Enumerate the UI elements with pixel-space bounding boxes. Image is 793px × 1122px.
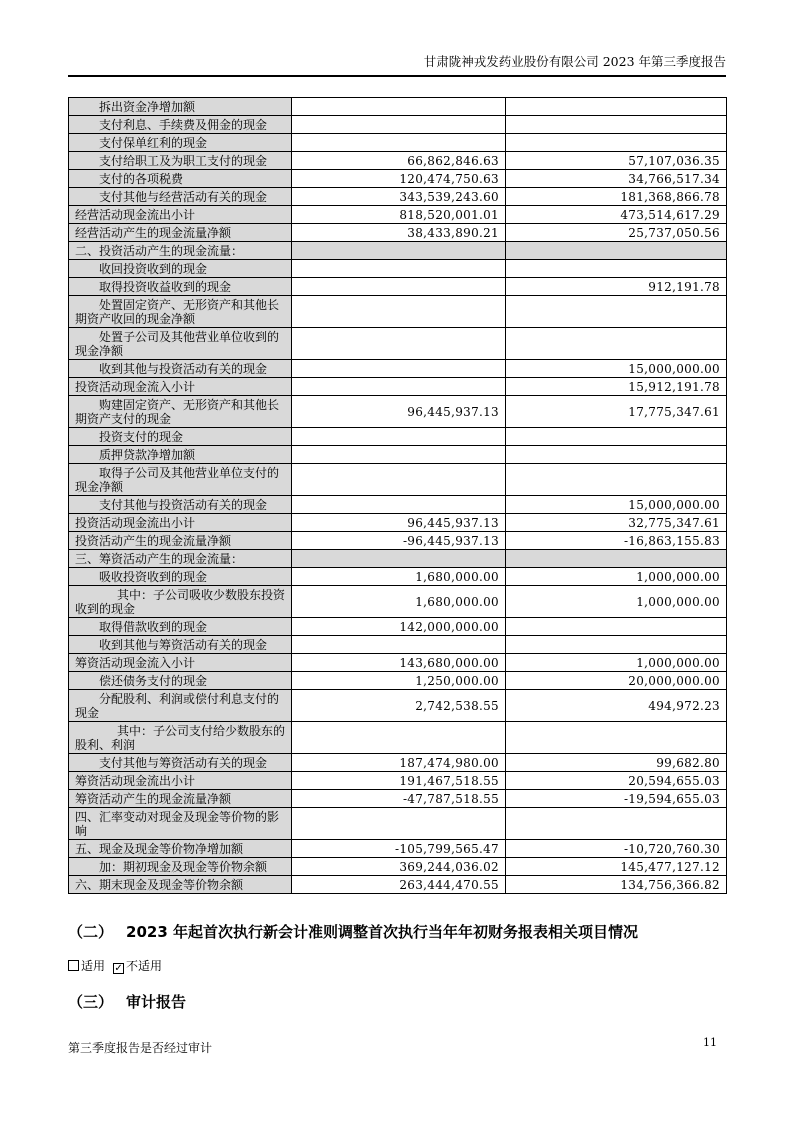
row-value-prior-period: 473,514,617.29 [506,206,727,224]
table-row [69,514,727,532]
table-row [69,396,727,428]
section-heading-audit-report [68,992,726,1013]
checkbox-applicable [68,959,105,973]
cash-flow-table [68,97,727,894]
row-label: 筹资活动现金流入小计 [69,654,292,672]
row-value-current-period [292,636,506,654]
row-label: 投资活动产生的现金流量净额 [69,532,292,550]
row-value-prior-period: 20,594,655.03 [506,772,727,790]
row-label: 购建固定资产、无形资产和其他长期资产支付的现金 [69,396,292,428]
row-value-current-period: 1,250,000.00 [292,672,506,690]
row-label: 处置子公司及其他营业单位收到的现金净额 [69,328,292,360]
row-value-current-period [292,296,506,328]
section-number: （二） [68,923,114,941]
row-value-prior-period: 494,972.23 [506,690,727,722]
row-label: 其中：子公司吸收少数股东投资收到的现金 [69,586,292,618]
table-row [69,568,727,586]
row-value-current-period [292,808,506,840]
row-label: 二、投资活动产生的现金流量： [69,242,292,260]
row-label: 筹资活动现金流出小计 [69,772,292,790]
table-row [69,618,727,636]
table-row [69,790,727,808]
row-label: 投资支付的现金 [69,428,292,446]
table-row [69,772,727,790]
row-value-current-period [292,446,506,464]
table-row [69,654,727,672]
row-label: 取得投资收益收到的现金 [69,278,292,296]
row-label: 质押贷款净增加额 [69,446,292,464]
row-label: 加：期初现金及现金等价物余额 [69,858,292,876]
row-label: 其中：子公司支付给少数股东的股利、利润 [69,722,292,754]
row-value-current-period: 343,539,243.60 [292,188,506,206]
row-label: 支付给职工及为职工支付的现金 [69,152,292,170]
row-value-current-period: -105,799,565.47 [292,840,506,858]
row-label: 投资活动现金流入小计 [69,378,292,396]
row-value-prior-period [506,134,727,152]
row-value-prior-period [506,464,727,496]
checkbox-not-applicable [113,959,162,973]
row-value-prior-period: 34,766,517.34 [506,170,727,188]
row-value-current-period [292,378,506,396]
row-value-prior-period: 17,775,347.61 [506,396,727,428]
applicability-line [68,959,726,974]
table-row [69,378,727,396]
row-value-prior-period: -19,594,655.03 [506,790,727,808]
section-title: 2023 年起首次执行新会计准则调整首次执行当年年初财务报表相关项目情况 [126,923,638,941]
row-value-current-period: 96,445,937.13 [292,396,506,428]
table-row [69,242,727,260]
row-value-prior-period: 912,191.78 [506,278,727,296]
row-label: 五、现金及现金等价物净增加额 [69,840,292,858]
row-label: 偿还债务支付的现金 [69,672,292,690]
row-value-prior-period [506,446,727,464]
row-value-current-period [292,260,506,278]
row-label: 支付其他与筹资活动有关的现金 [69,754,292,772]
page-number: 11 [703,1036,717,1049]
row-label: 筹资活动产生的现金流量净额 [69,790,292,808]
table-row [69,446,727,464]
table-row [69,532,727,550]
row-value-current-period: 38,433,890.21 [292,224,506,242]
row-value-prior-period: 15,000,000.00 [506,496,727,514]
row-value-current-period [292,278,506,296]
row-value-prior-period [506,328,727,360]
row-value-current-period: 1,680,000.00 [292,568,506,586]
row-value-prior-period: 15,912,191.78 [506,378,727,396]
row-value-current-period [292,722,506,754]
row-value-prior-period: 57,107,036.35 [506,152,727,170]
row-label: 处置固定资产、无形资产和其他长期资产收回的现金净额 [69,296,292,328]
row-value-prior-period [506,636,727,654]
row-value-current-period [292,360,506,378]
row-label: 分配股利、利润或偿付利息支付的现金 [69,690,292,722]
row-value-current-period: 191,467,518.55 [292,772,506,790]
row-value-prior-period [506,428,727,446]
row-value-current-period [292,550,506,568]
row-value-current-period: 120,474,750.63 [292,170,506,188]
row-value-prior-period: 145,477,127.12 [506,858,727,876]
table-row [69,808,727,840]
row-label: 经营活动产生的现金流量净额 [69,224,292,242]
table-row [69,188,727,206]
row-value-prior-period: -10,720,760.30 [506,840,727,858]
table-row [69,170,727,188]
running-header-title: 甘肃陇神戎发药业股份有限公司 2023 年第三季度报告 [423,54,726,69]
table-row [69,672,727,690]
row-label: 收到其他与筹资活动有关的现金 [69,636,292,654]
row-value-prior-period [506,260,727,278]
row-label: 三、筹资活动产生的现金流量： [69,550,292,568]
row-value-current-period: 369,244,036.02 [292,858,506,876]
running-header [68,54,726,77]
row-value-current-period: -96,445,937.13 [292,532,506,550]
row-label: 四、汇率变动对现金及现金等价物的影响 [69,808,292,840]
row-label: 六、期末现金及现金等价物余额 [69,876,292,894]
row-label: 支付其他与经营活动有关的现金 [69,188,292,206]
row-value-current-period [292,328,506,360]
table-row [69,754,727,772]
row-value-current-period [292,98,506,116]
row-value-prior-period: 20,000,000.00 [506,672,727,690]
row-value-current-period: 66,862,846.63 [292,152,506,170]
table-row [69,206,727,224]
row-label: 收回投资收到的现金 [69,260,292,278]
row-value-prior-period: 1,000,000.00 [506,586,727,618]
table-row [69,360,727,378]
row-label: 支付的各项税费 [69,170,292,188]
row-value-current-period: 187,474,980.00 [292,754,506,772]
table-row [69,858,727,876]
audit-question-text: 第三季度报告是否经过审计 [68,1041,213,1055]
section-title: 审计报告 [126,993,187,1011]
row-value-prior-period: 15,000,000.00 [506,360,727,378]
row-label: 支付保单红利的现金 [69,134,292,152]
table-row [69,636,727,654]
table-row [69,586,727,618]
row-value-current-period [292,496,506,514]
row-value-prior-period [506,98,727,116]
row-label: 收到其他与投资活动有关的现金 [69,360,292,378]
row-value-current-period: 143,680,000.00 [292,654,506,672]
row-value-current-period: 96,445,937.13 [292,514,506,532]
row-value-prior-period [506,296,727,328]
row-label: 支付利息、手续费及佣金的现金 [69,116,292,134]
row-value-prior-period: 99,682.80 [506,754,727,772]
row-label: 投资活动现金流出小计 [69,514,292,532]
row-value-prior-period: -16,863,155.83 [506,532,727,550]
table-row [69,134,727,152]
row-value-prior-period [506,550,727,568]
row-value-prior-period [506,722,727,754]
row-label: 吸收投资收到的现金 [69,568,292,586]
row-label: 支付其他与投资活动有关的现金 [69,496,292,514]
checkbox-unchecked-icon [68,960,79,971]
section-number: （三） [68,993,114,1011]
row-value-prior-period: 25,737,050.56 [506,224,727,242]
row-value-current-period: 1,680,000.00 [292,586,506,618]
row-value-prior-period: 134,756,366.82 [506,876,727,894]
row-value-current-period: 263,444,470.55 [292,876,506,894]
table-row [69,116,727,134]
row-label: 拆出资金净增加额 [69,98,292,116]
row-value-prior-period: 1,000,000.00 [506,654,727,672]
checkbox-not-applicable-label: 不适用 [126,959,163,973]
row-value-prior-period [506,242,727,260]
row-value-current-period [292,242,506,260]
row-value-current-period: -47,787,518.55 [292,790,506,808]
section-heading-new-standards [68,922,726,943]
checkbox-checked-icon: ✓ [114,963,123,974]
row-label: 经营活动现金流出小计 [69,206,292,224]
table-row [69,876,727,894]
table-row [69,260,727,278]
table-row [69,278,727,296]
table-row [69,224,727,242]
table-row [69,496,727,514]
table-row [69,428,727,446]
table-row [69,550,727,568]
row-value-prior-period [506,808,727,840]
row-value-current-period [292,116,506,134]
table-row [69,840,727,858]
row-value-prior-period [506,116,727,134]
row-value-prior-period: 1,000,000.00 [506,568,727,586]
row-value-current-period [292,134,506,152]
row-value-current-period: 818,520,001.01 [292,206,506,224]
table-row [69,328,727,360]
row-value-current-period [292,464,506,496]
table-row [69,690,727,722]
row-value-prior-period: 32,775,347.61 [506,514,727,532]
table-row [69,722,727,754]
row-value-current-period [292,428,506,446]
row-label: 取得借款收到的现金 [69,618,292,636]
checkbox-applicable-label: 适用 [81,959,106,973]
table-row [69,464,727,496]
row-value-current-period: 142,000,000.00 [292,618,506,636]
page-content [68,0,726,1056]
row-value-prior-period [506,618,727,636]
row-value-prior-period: 181,368,866.78 [506,188,727,206]
table-row [69,152,727,170]
row-value-current-period: 2,742,538.55 [292,690,506,722]
row-label: 取得子公司及其他营业单位支付的现金净额 [69,464,292,496]
table-row [69,98,727,116]
table-row [69,296,727,328]
